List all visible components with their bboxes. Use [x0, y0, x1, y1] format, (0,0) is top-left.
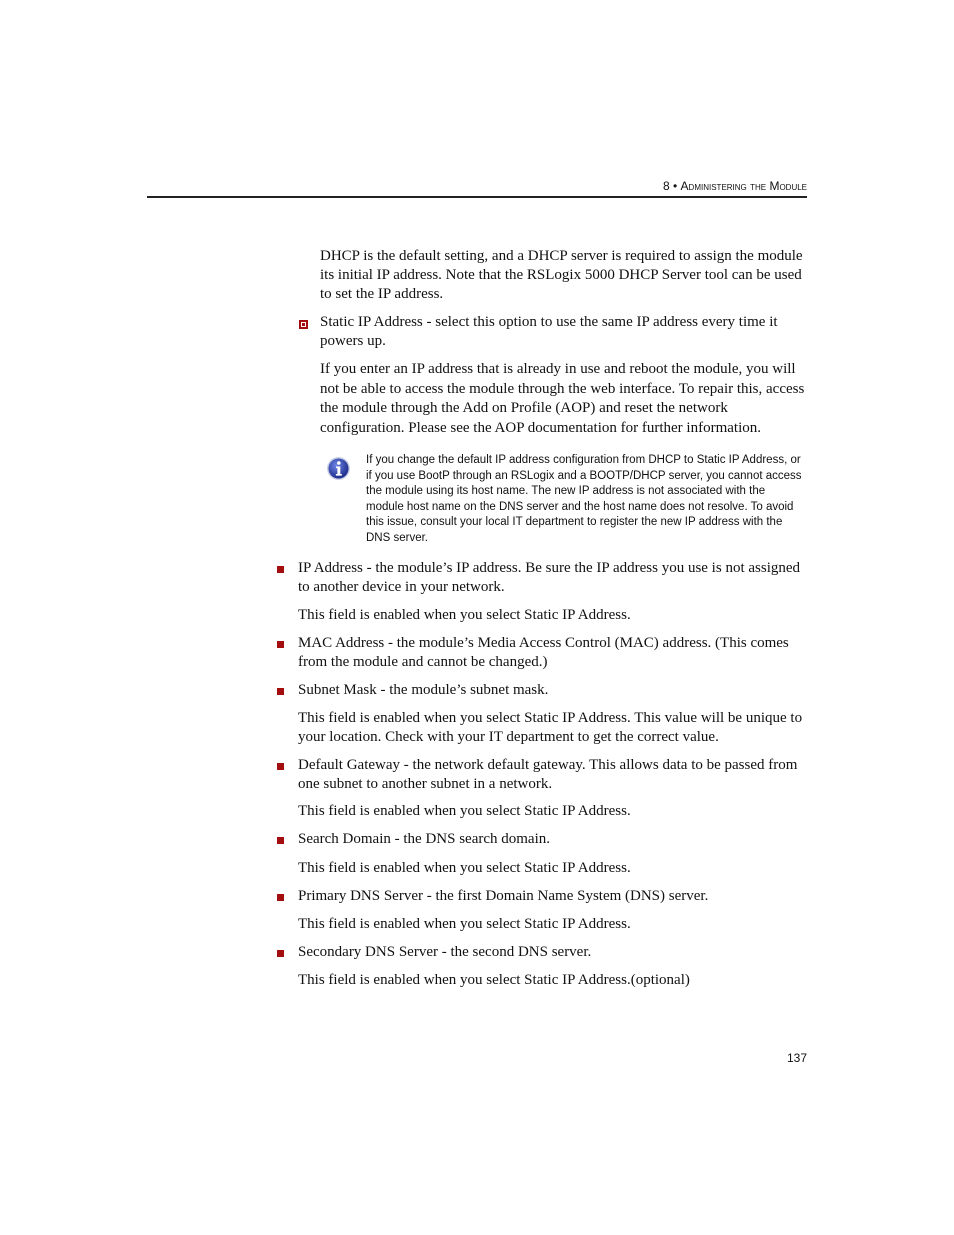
header-text [663, 179, 807, 193]
primary-dns-bullet: Primary DNS Server - the first Domain Name System (DNS) server. [298, 888, 709, 904]
chapter-number: 8 [662, 179, 670, 193]
dhcp-paragraph: DHCP is the default setting, and a DHCP server is required to assign the module its initial IP address. Note that the RSLogix 5000 DHCP Server tool can be used to set the IP address. [320, 248, 803, 302]
search-domain-note: This field is enabled when you select Static IP Address. [298, 860, 631, 876]
bullet-icon [277, 950, 284, 957]
subnet-mask-note: This field is enabled when you select Static IP Address. This value will be unique to your location. Check with your IT department to get the correct value. [298, 710, 803, 745]
bullet-icon [277, 894, 284, 901]
ip-address-note: This field is enabled when you select Static IP Address. [298, 607, 631, 623]
default-gateway-bullet: Default Gateway - the network default gateway. This allows data to be passed from one subnet to another subnet in a network. [298, 757, 798, 792]
static-ip-bullet: Static IP Address - select this option to use the same IP address every time it powers up. [320, 314, 778, 349]
secondary-dns-bullet: Secondary DNS Server - the second DNS server. [298, 944, 592, 960]
search-domain-bullet: Search Domain - the DNS search domain. [298, 831, 551, 847]
bullet-icon [277, 641, 284, 648]
bullet-icon [299, 320, 308, 329]
secondary-dns-note: This field is enabled when you select Static IP Address.(optional) [298, 972, 690, 988]
page-number: 137 [786, 1051, 807, 1065]
bullet-icon [277, 688, 284, 695]
default-gateway-note: This field is enabled when you select Static IP Address. [298, 803, 631, 819]
bullet-icon [277, 837, 284, 844]
primary-dns-note: This field is enabled when you select Static IP Address. [298, 916, 631, 932]
bullet-icon [277, 566, 284, 573]
subnet-mask-bullet: Subnet Mask - the module’s subnet mask. [298, 682, 549, 698]
mac-address-bullet: MAC Address - the module’s Media Access Control (MAC) address. (This comes from the module and cannot be changed.) [298, 635, 789, 670]
chapter-title: Administering the Module [680, 179, 807, 193]
static-ip-warning: If you enter an IP address that is already in use and reboot the module, you will not be able to access the module through the web interface. To repair this, access the module through the Add on Profile (AOP) and reset the network configuration. Please see the AOP documentation for further information. [320, 361, 805, 436]
bullet-icon [277, 763, 284, 770]
info-icon [326, 456, 351, 481]
ip-address-bullet: IP Address - the module’s IP address. Be sure the IP address you use is not assigned to another device in your network. [298, 560, 801, 595]
running-header [147, 177, 807, 198]
note-text: If you change the default IP address configuration from DHCP to Static IP Address, or if you use BootP through an RSLogix and a BOOTP/DHCP server, you cannot access the module using its host name. The new IP address is not associated with the module host name on the DNS server and the host name does not resolve. To avoid this issue, consult your local IT department to register the new IP address with the DNS server. [366, 454, 802, 544]
header-separator: • [673, 179, 678, 193]
